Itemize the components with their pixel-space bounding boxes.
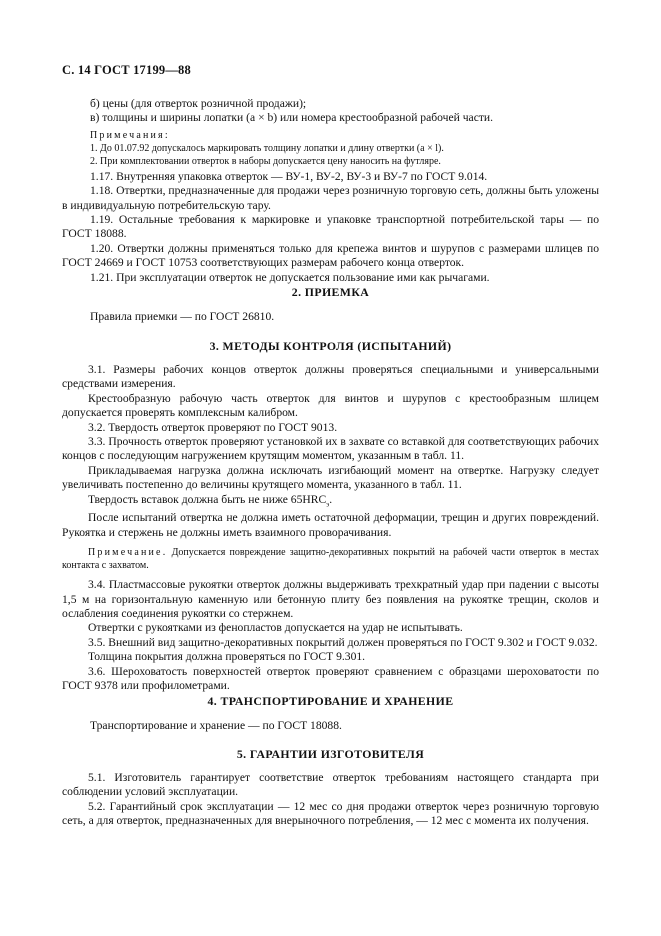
page-header: С. 14 ГОСТ 17199—88 — [62, 63, 191, 77]
clause-3-6: 3.6. Шероховатость поверхностей отверток проверяют сравнением с образцами шероховатости по ГОСТ 9378 или профилометрами. — [62, 664, 599, 693]
notes-label: Примечания: — [90, 129, 170, 141]
clause-3-2: 3.2. Твердость отверток проверяют по ГОСТ 9013. — [88, 420, 338, 434]
clause-3-4: 3.4. Пластмассовые рукоятки отверток должны выдерживать трехкратный удар при падении с высоты 1,5 м на горизонтальную каменную или бетонную плиту без появления на рукоятке трещин, сколов и ослабления соединения рукоятки со стержнем. — [62, 578, 599, 620]
clause-1-20: 1.20. Отвертки должны применяться только для крепежа винтов и шурупов с размерами шлицев по ГОСТ 24669 и ГОСТ 10753 соответствующих размерам рабочего конца отверток. — [62, 241, 599, 270]
clause-1-17: 1.17. Внутренняя упаковка отверток — ВУ-1, ВУ-2, ВУ-3 и ВУ-7 по ГОСТ 9.014. — [90, 169, 488, 183]
section1-continuation — [62, 97, 599, 285]
section-4-text: Транспортирование и хранение — по ГОСТ 18088. — [90, 719, 342, 732]
clause-3-3-d: После испытаний отвертка не должна иметь остаточной деформации, трещин и других повреждений. Рукоятка и стержень не должны иметь взаимного проворачивания. — [62, 511, 599, 539]
clause-3-3-b: Прикладываемая нагрузка должна исключать изгибающий момент на отвертке. Нагрузку следует увеличивать постепенно до величины крутящего момента, указанного в табл. 11. — [62, 463, 599, 492]
clause-3-1: 3.1. Размеры рабочих концов отверток должны проверяться специальными и универсальными средствами измерения. — [62, 363, 599, 391]
section-2-body — [62, 310, 599, 324]
clause-5-1: 5.1. Изготовитель гарантирует соответствие отверток требованиям настоящего стандарта при соблюдении условий эксплуатации. — [62, 771, 599, 799]
section-5-title: 5. ГАРАНТИИ ИЗГОТОВИТЕЛЯ — [236, 747, 425, 761]
section-3-note — [62, 546, 599, 572]
clause-3-5: 3.5. Внешний вид защитно-декоративных покрытий должен проверяться по ГОСТ 9.302 и ГОСТ 9.032. — [88, 635, 598, 649]
clause-5-2: 5.2. Гарантийный срок эксплуатации — 12 мес со дня продажи отверток через розничную торговую сеть, а для отверток, предназначенных для внерыночного потребления, — 12 мес с момента их получения. — [62, 799, 599, 828]
item-v: в) толщины и ширины лопатки (a × b) или номера крестообразной рабочей части. — [90, 111, 494, 125]
hardness-end: . — [329, 492, 333, 506]
section-2-title: 2. ПРИЕМКА — [291, 285, 370, 299]
clause-1-19: 1.19. Остальные требования к маркировке и упаковке транспортной потребительской тары — по ГОСТ 18088. — [62, 213, 599, 241]
item-b: б) цены (для отверток розничной продажи); — [90, 97, 307, 110]
clause-3-5-b: Толщина покрытия должна проверяться по ГОСТ 9.301. — [88, 650, 366, 664]
clause-1-18: 1.18. Отвертки, предназначенные для продажи через розничную торговую сеть, должны быть уложены в индивидуальную потребительскую тару. — [62, 184, 599, 212]
clause-1-21: 1.21. При эксплуатации отверток не допускается пользование ими как рычагами. — [90, 270, 490, 284]
note-2: 2. При комплектовании отверток в наборы допускается цену наносить на футляре. — [90, 155, 441, 167]
section-3-title: 3. МЕТОДЫ КОНТРОЛЯ (ИСПЫТАНИЙ) — [209, 339, 452, 353]
section-4-title: 4. ТРАНСПОРТИРОВАНИЕ И ХРАНЕНИЕ — [207, 694, 454, 708]
section-3-body — [62, 363, 599, 693]
note-text: Допускается повреждение защитно-декоративных покрытий на рабочей части отверток в местах контакта с захватом. — [62, 547, 600, 572]
section-2-text: Правила приемки — по ГОСТ 26810. — [90, 310, 275, 323]
section-5-body — [62, 771, 599, 829]
hardness-subscript: э — [326, 499, 330, 508]
section-4-body — [62, 719, 599, 733]
clause-3-3-c — [62, 493, 599, 512]
note-1: 1. До 01.07.92 допускалось маркировать толщину лопатки и длину отвертки (a × l). — [90, 142, 444, 154]
clause-3-4-b: Отвертки с рукоятками из фенопластов допускается на удар не испытывать. — [88, 621, 463, 635]
clause-3-3: 3.3. Прочность отверток проверяют установкой их в захвате со вставкой для соответствующих рабочих концов с последующим нагружением крутящим моментом, указанным в табл. 11. — [62, 435, 599, 463]
hardness-text: Твердость вставок должна быть не ниже 65HRC — [88, 492, 327, 506]
clause-3-1-b: Крестообразную рабочую часть отверток для винтов и шурупов с крестообразным шлицем допускается проверять комплексным калибром. — [62, 391, 599, 420]
note-label: Примечание. — [88, 547, 168, 559]
